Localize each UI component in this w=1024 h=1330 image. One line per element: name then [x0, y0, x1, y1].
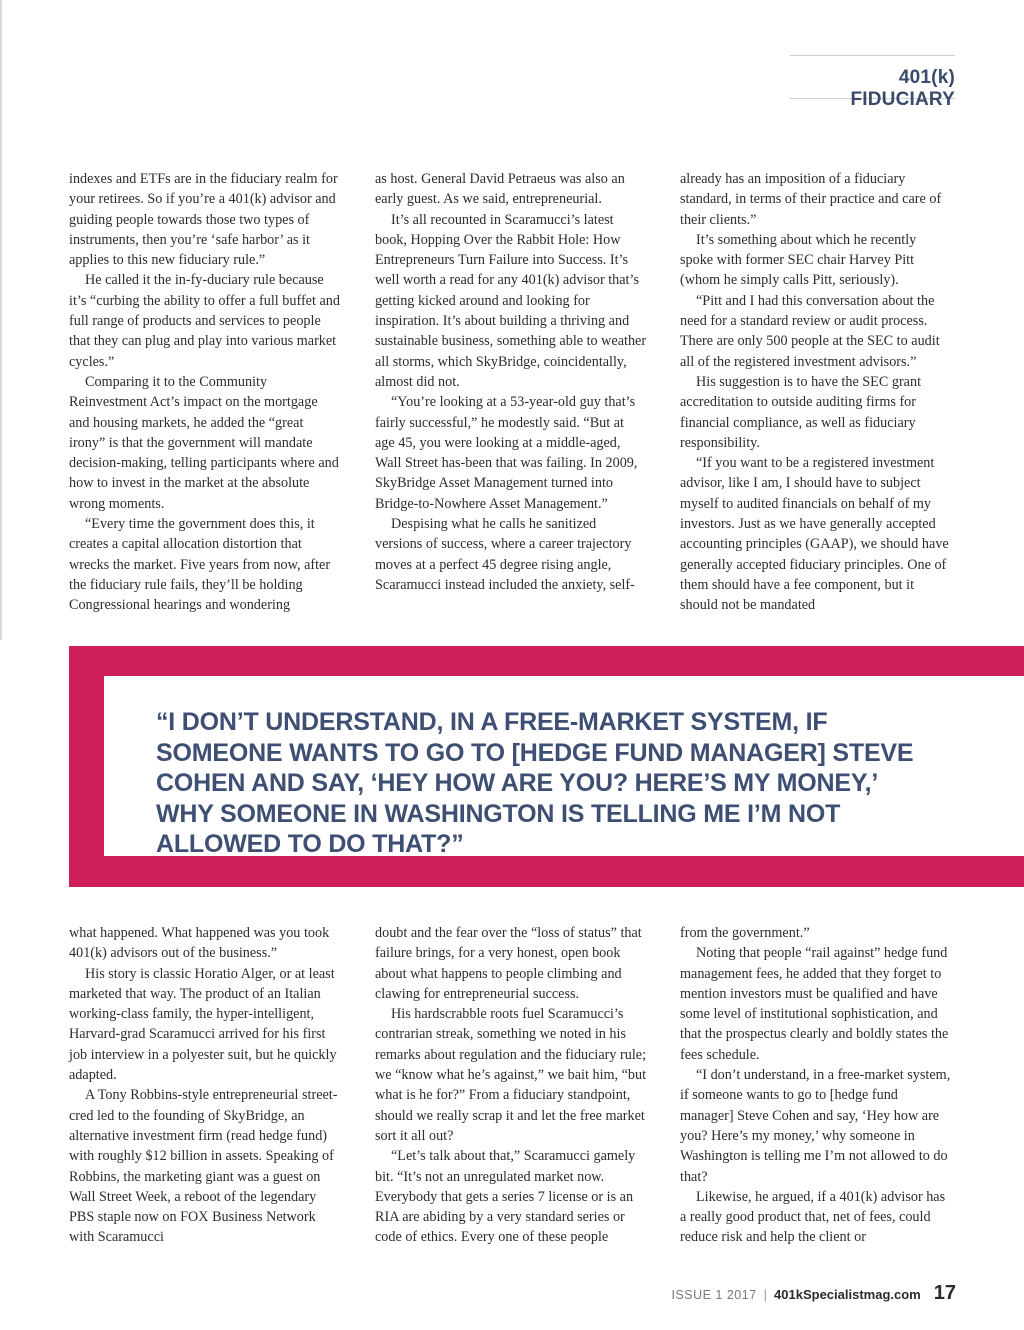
article-column-3-top	[680, 169, 952, 616]
pull-quote-frame	[69, 646, 1024, 887]
paragraph: His story is classic Horatio Alger, or at least marketed that way. The product of an Italian working-class family, the hyper-intelligent, Harvard-grad Scaramucci arrived for his first job interview in a polyester suit, but he quickly adapted.	[69, 965, 337, 1084]
page-number: 17	[933, 1282, 956, 1304]
paragraph: from the government.”	[680, 925, 810, 941]
paragraph: His hardscrabble roots fuel Scaramucci’s contrarian streak, something we noted in his remarks about regulation and the fiduciary rule; we “know what he’s against,” we bait him, “but what is he for?” From a fiduciary standpoint, should we really scrap it and let the free market sort it all out?	[375, 1006, 647, 1144]
pull-quote-box	[104, 676, 1024, 856]
paragraph: what happened. What happened was you took 401(k) advisors out of the business.”	[69, 925, 330, 962]
paragraph: “You’re looking at a 53-year-old guy that’s fairly successful,” he modestly said. “But at age 45, you were looking at a middle-aged, Wall Street has-been that was failing. In 2009, SkyBridge Asset Management turned into Bridge-to-Nowhere Asset Management.”	[375, 394, 638, 512]
paragraph: “I don’t understand, in a free-market system, if someone wants to go to [hedge fund manager] Steve Cohen and say, ‘Hey how are you? Here’s my money,’ why someone in Washington is telling me I’m not allowed to do that?	[680, 1067, 951, 1185]
paragraph: Likewise, he argued, if a 401(k) advisor has a really good product that, net of fees, could reduce risk and help the client or	[680, 1188, 946, 1246]
article-column-2-top	[375, 169, 647, 595]
paragraph: Comparing it to the Community Reinvestment Act’s impact on the mortgage and housing markets, he added the “great irony” is that the government will mandate decision-making, telling participants where and how to invest in the market at the absolute wrong moments.	[69, 373, 339, 512]
pull-quote-text: “I DON’T UNDERSTAND, IN A FREE-MARKET SYSTEM, IF SOMEONE WANTS TO GO TO [HEDGE FUND MANAGER] STEVE COHEN AND SAY, ‘HEY HOW ARE YOU? HERE’S MY MONEY,’ WHY SOMEONE IN WASHINGTON IS TELLING ME I’M NOT ALLOWED TO DO THAT?”	[156, 708, 914, 858]
paragraph: as host. General David Petraeus was also an early guest. As we said, entrepreneurial.	[375, 171, 625, 208]
website-link[interactable]: 401kSpecialistmag.com	[774, 1287, 921, 1302]
paragraph: His suggestion is to have the SEC grant accreditation to outside auditing firms for financial compliance, as well as fiduciary responsibility.	[680, 373, 922, 451]
article-column-2-bottom	[375, 923, 647, 1248]
paragraph: He called it the in-fy-duciary rule because it’s “curbing the ability to offer a full buffet and full range of products and services to people that they can plug and play into various market cycles.”	[69, 272, 340, 370]
footer-separator: |	[763, 1287, 768, 1302]
paragraph: already has an imposition of a fiduciary standard, in terms of their practice and care of their clients.”	[680, 171, 942, 228]
issue-label: ISSUE 1 2017	[671, 1288, 757, 1302]
paragraph: Noting that people “rail against” hedge fund management fees, he added that they forget to mention investors must be qualified and have some level of institutional sophistication, and that the prospectus clearly and boldly states the fees schedule.	[680, 945, 949, 1063]
article-column-3-bottom	[680, 923, 952, 1248]
paragraph: “Let’s talk about that,” Scaramucci gamely bit. “It’s not an unregulated market now. Everybody that gets a series 7 license or is an RIA are abiding by a very standard series or code of ethics. Every one of these people	[375, 1148, 636, 1246]
paragraph: A Tony Robbins-style entrepreneurial street-cred led to the founding of SkyBridge, an alternative investment firm (read hedge fund) with roughly $12 billion in assets. Speaking of Robbins, the marketing giant was a guest on Wall Street Week, a reboot of the legendary PBS staple now on FOX Business Network with Scaramucci	[69, 1087, 338, 1246]
page-footer	[671, 1282, 956, 1312]
article-column-1-top	[69, 169, 341, 616]
section-title: 401(k) FIDUCIARY	[850, 67, 955, 110]
section-header	[790, 55, 955, 110]
paragraph: It’s all recounted in Scaramucci’s latest book, Hopping Over the Rabbit Hole: How Entrepreneurs Turn Failure into Success. It’s well worth a read for any 401(k) advisor that’s getting kicked around and looking for inspiration. It’s about building a thriving and sustainable business, something able to weather all storms, which SkyBridge, coincidentally, almost did not.	[375, 211, 647, 390]
paragraph: “Every time the government does this, it creates a capital allocation distortion that wrecks the market. Five years from now, after the fiduciary rule fails, they’ll be holding Congressional hearings and wondering	[69, 516, 331, 614]
paragraph: doubt and the fear over the “loss of status” that failure brings, for a very honest, open book about what happens to people climbing and clawing for entrepreneurial success.	[375, 925, 642, 1002]
paragraph: It’s something about which he recently spoke with former SEC chair Harvey Pitt (whom he simply calls Pitt, seriously).	[680, 231, 917, 289]
page-edge-line	[0, 0, 2, 640]
paragraph: indexes and ETFs are in the fiduciary realm for your retirees. So if you’re a 401(k) advisor and guiding people towards those two types of instruments, then you’re ‘safe harbor’ as it applies to this new fiduciary rule.”	[69, 171, 338, 269]
paragraph: Despising what he calls he sanitized versions of success, where a career trajectory moves at a perfect 45 degree rising angle, Scaramucci instead included the anxiety, self-	[375, 516, 635, 593]
paragraph: “If you want to be a registered investment advisor, like I am, I should have to subject myself to audited financials on behalf of my investors. Just as we have generally accepted accounting principles (GAAP), we should have generally accepted fiduciary principles. One of them should have a fee component, but it should not be mandated	[680, 455, 949, 614]
article-column-1-bottom	[69, 923, 341, 1248]
paragraph: “Pitt and I had this conversation about the need for a standard review or audit process. There are only 500 people at the SEC to audit all of the registered investment advisors.”	[680, 292, 940, 370]
